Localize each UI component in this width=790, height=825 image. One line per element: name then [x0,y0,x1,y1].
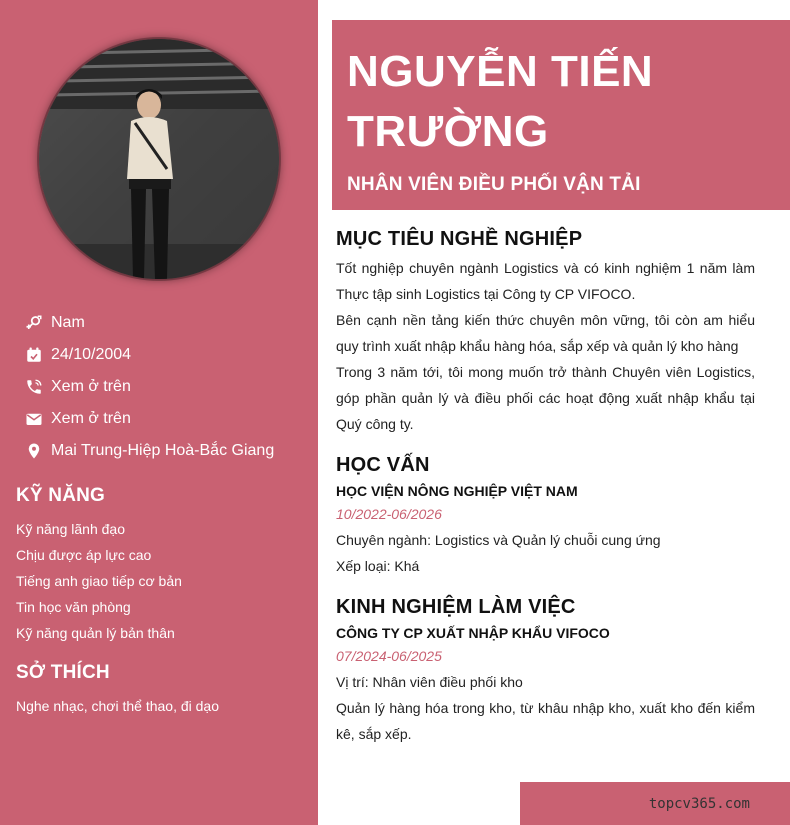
email-row [24,403,314,435]
gender-text: Nam [51,314,85,331]
contact-info [24,307,314,467]
phone-row [24,371,314,403]
profile-photo [39,39,279,279]
calendar-icon [24,345,44,365]
experience-section [336,596,755,747]
education-rank: Xếp loại: Khá [336,558,420,574]
job-title: NHÂN VIÊN ĐIỀU PHỐI VẬN TẢI [347,174,641,195]
objective-title: MỤC TIÊU NGHỀ NGHIỆP [336,228,583,250]
birthday-text: 24/10/2004 [51,346,132,363]
experience-position: Vị trí: Nhân viên điều phối kho [336,674,523,690]
envelope-icon [24,409,44,429]
phone-text: Xem ở trên [51,378,131,395]
birthday-row [24,339,314,371]
objective-paragraph: Trong 3 năm tới, tôi mong muốn trở thành Chuyên viên Logistics, góp phần quản lý và điều phối các hoạt động xuất nhập khẩu tại Quý công ty. [336,364,755,432]
skill-item: Kỹ năng lãnh đạo [16,521,125,537]
gender-row [24,307,314,339]
person-photo-icon [39,39,279,279]
main-content [336,228,755,747]
address-text: Mai Trung-Hiệp Hoà-Bắc Giang [51,442,275,459]
address-row [24,435,314,467]
header [332,20,790,210]
skills-title: KỸ NĂNG [16,485,106,506]
hobbies-text: Nghe nhạc, chơi thể thao, đi dạo [16,698,219,714]
company-name: CÔNG TY CP XUẤT NHẬP KHẨU VIFOCO [336,625,610,641]
skill-item: Tin học văn phòng [16,599,131,615]
location-pin-icon [24,441,44,461]
objective-paragraph: Bên cạnh nền tảng kiến thức chuyên môn vững, tôi còn am hiểu quy trình xuất nhập khẩu hàng hóa, sắp xếp và quản lý kho hàng [336,312,755,354]
education-major: Chuyên ngành: Logistics và Quản lý chuỗi cung ứng [336,532,661,548]
hobbies-section [16,662,306,719]
footer-watermark [520,782,790,825]
full-name: NGUYỄN TIẾN TRƯỜNG [347,47,654,156]
phone-icon [24,377,44,397]
experience-period: 07/2024-06/2025 [336,648,442,664]
school-name: HỌC VIỆN NÔNG NGHIỆP VIỆT NAM [336,483,578,499]
experience-title: KINH NGHIỆM LÀM VIỆC [336,596,576,618]
watermark-text: topcv365.com [648,795,750,812]
skill-item: Tiếng anh giao tiếp cơ bản [16,573,182,589]
hobbies-title: SỞ THÍCH [16,662,110,683]
sidebar [0,0,318,825]
experience-description: Quản lý hàng hóa trong kho, từ khâu nhập kho, xuất kho đến kiểm kê, sắp xếp. [336,700,755,742]
email-text: Xem ở trên [51,410,131,427]
objective-paragraph: Tốt nghiệp chuyên ngành Logistics và có kinh nghiệm 1 năm làm Thực tập sinh Logistics tại Công ty CP VIFOCO. [336,260,755,302]
education-period: 10/2022-06/2026 [336,506,442,522]
gender-icon [24,313,44,333]
education-section [336,454,755,579]
skill-item: Chịu được áp lực cao [16,547,152,563]
objective-section [336,228,755,437]
skills-section [16,485,306,646]
education-title: HỌC VẤN [336,454,430,476]
skill-item: Kỹ năng quản lý bản thân [16,625,175,641]
